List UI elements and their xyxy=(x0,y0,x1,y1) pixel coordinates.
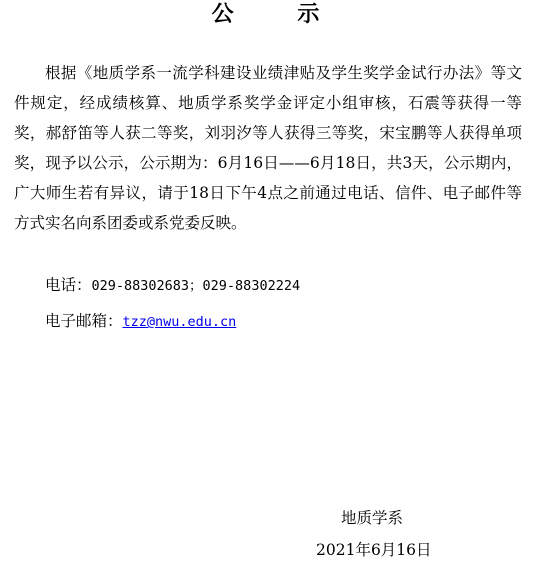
signature-date: 2021年6月16日 xyxy=(316,541,432,559)
email-label: 电子邮箱： xyxy=(45,312,123,330)
email-line xyxy=(45,306,236,337)
page-title: 公 示 xyxy=(211,1,348,27)
email-link[interactable]: tzz@nwu.edu.cn xyxy=(122,314,237,330)
signature-org: 地质学系 xyxy=(341,509,404,527)
announcement-body: 根据《地质学系一流学科建设业绩津贴及学生奖学金试行办法》等文件规定，经成绩核算、地质学系奖学金评定小组审核，石震等获得一等奖，郝舒笛等人获二等奖，刘羽汐等人获得三等奖，宋宝鹏等人获得单项奖，现予以公示，公示期为：6月16日——6月18日，共3天，公示期内，广大师生若有异议，请于18日下午4点之前通过电话、信件、电子邮件等方式实名向系团委或系党委反映。 xyxy=(14,64,522,232)
phone-line xyxy=(45,270,300,301)
phone-numbers: 029-88302683；029-88302224 xyxy=(91,278,301,294)
phone-label: 电话： xyxy=(45,276,92,294)
